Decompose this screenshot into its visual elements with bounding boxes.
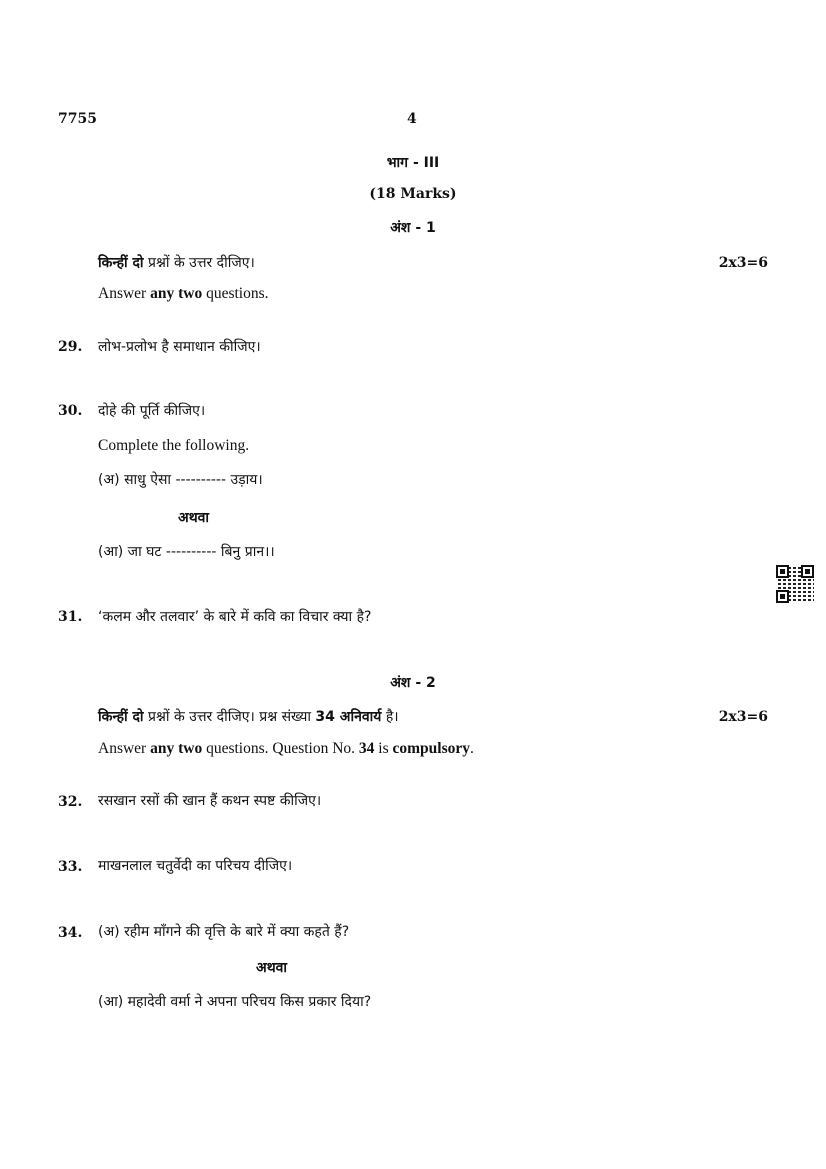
paper-code: 7755 — [58, 111, 97, 127]
part1-marks: 2x3=6 — [718, 255, 768, 271]
question-number-30: 30. — [58, 403, 83, 419]
question-text-29: लोभ-प्रलोभ है समाधान कीजिए। — [98, 339, 261, 355]
question-number-33: 33. — [58, 859, 83, 875]
instr-bold: 34 — [358, 740, 375, 757]
instr-bold: किन्हीं दो — [98, 255, 144, 271]
part1-title: अंश - 1 — [390, 220, 436, 236]
instr-bold: compulsory — [392, 740, 471, 757]
instr-rest: प्रश्नों के उत्तर दीजिए। — [143, 255, 255, 271]
instr-bold: 34 अनिवार्य — [315, 709, 382, 725]
instr-text: है। — [381, 709, 399, 725]
instr-text: प्रश्नों के उत्तर दीजिए। प्रश्न संख्या — [143, 709, 316, 725]
question-text-33: माखनलाल चतुर्वेदी का परिचय दीजिए। — [98, 858, 293, 874]
part2-instruction-english — [98, 740, 474, 758]
part2-title: अंश - 2 — [390, 675, 436, 691]
question-text-30: दोहे की पूर्ति कीजिए। — [98, 403, 206, 419]
part1-instruction-english — [98, 285, 269, 303]
question-30-option-a: (अ) साधु ऐसा ---------- उड़ाय। — [98, 472, 263, 488]
question-34-option-b: (आ) महादेवी वर्मा ने अपना परिचय किस प्रकार दिया? — [98, 994, 372, 1010]
part2-instruction-hindi — [98, 707, 399, 726]
or-label: अथवा — [178, 510, 210, 526]
part2-marks: 2x3=6 — [718, 709, 768, 725]
or-label: अथवा — [256, 960, 288, 976]
question-34-option-a: (अ) रहीम माँगने की वृत्ति के बारे में क्या कहते हैं? — [98, 924, 350, 940]
part1-instruction-hindi — [98, 253, 255, 272]
instr-text: . — [470, 740, 474, 757]
instr-bold: किन्हीं दो — [98, 709, 144, 725]
question-text-31: ‘कलम और तलवार’ के बारे में कवि का विचार क्या है? — [98, 609, 372, 625]
instr-text: is — [374, 740, 393, 757]
instr-text: questions. Question No. — [202, 740, 359, 757]
instr-text: Answer — [98, 740, 151, 757]
qr-finder — [776, 565, 789, 578]
question-text-32: रसखान रसों की खान हैं कथन स्पष्ट कीजिए। — [98, 793, 322, 809]
section-title: भाग - III — [386, 155, 440, 171]
instr-bold: any two — [150, 740, 203, 757]
question-number-31: 31. — [58, 609, 83, 625]
qr-code-icon — [776, 565, 814, 603]
question-30-option-b: (आ) जा घट ---------- बिनु प्रान।। — [98, 544, 275, 560]
instr-text: questions. — [202, 285, 269, 302]
instr-bold: any two — [150, 285, 203, 302]
question-number-34: 34. — [58, 925, 83, 941]
question-30-english: Complete the following. — [98, 437, 250, 454]
qr-finder — [776, 590, 789, 603]
section-marks: (18 Marks) — [369, 186, 457, 202]
page-number: 4 — [407, 111, 417, 127]
qr-finder — [801, 565, 814, 578]
instr-text: Answer — [98, 285, 151, 302]
question-number-29: 29. — [58, 339, 83, 355]
question-number-32: 32. — [58, 794, 83, 810]
